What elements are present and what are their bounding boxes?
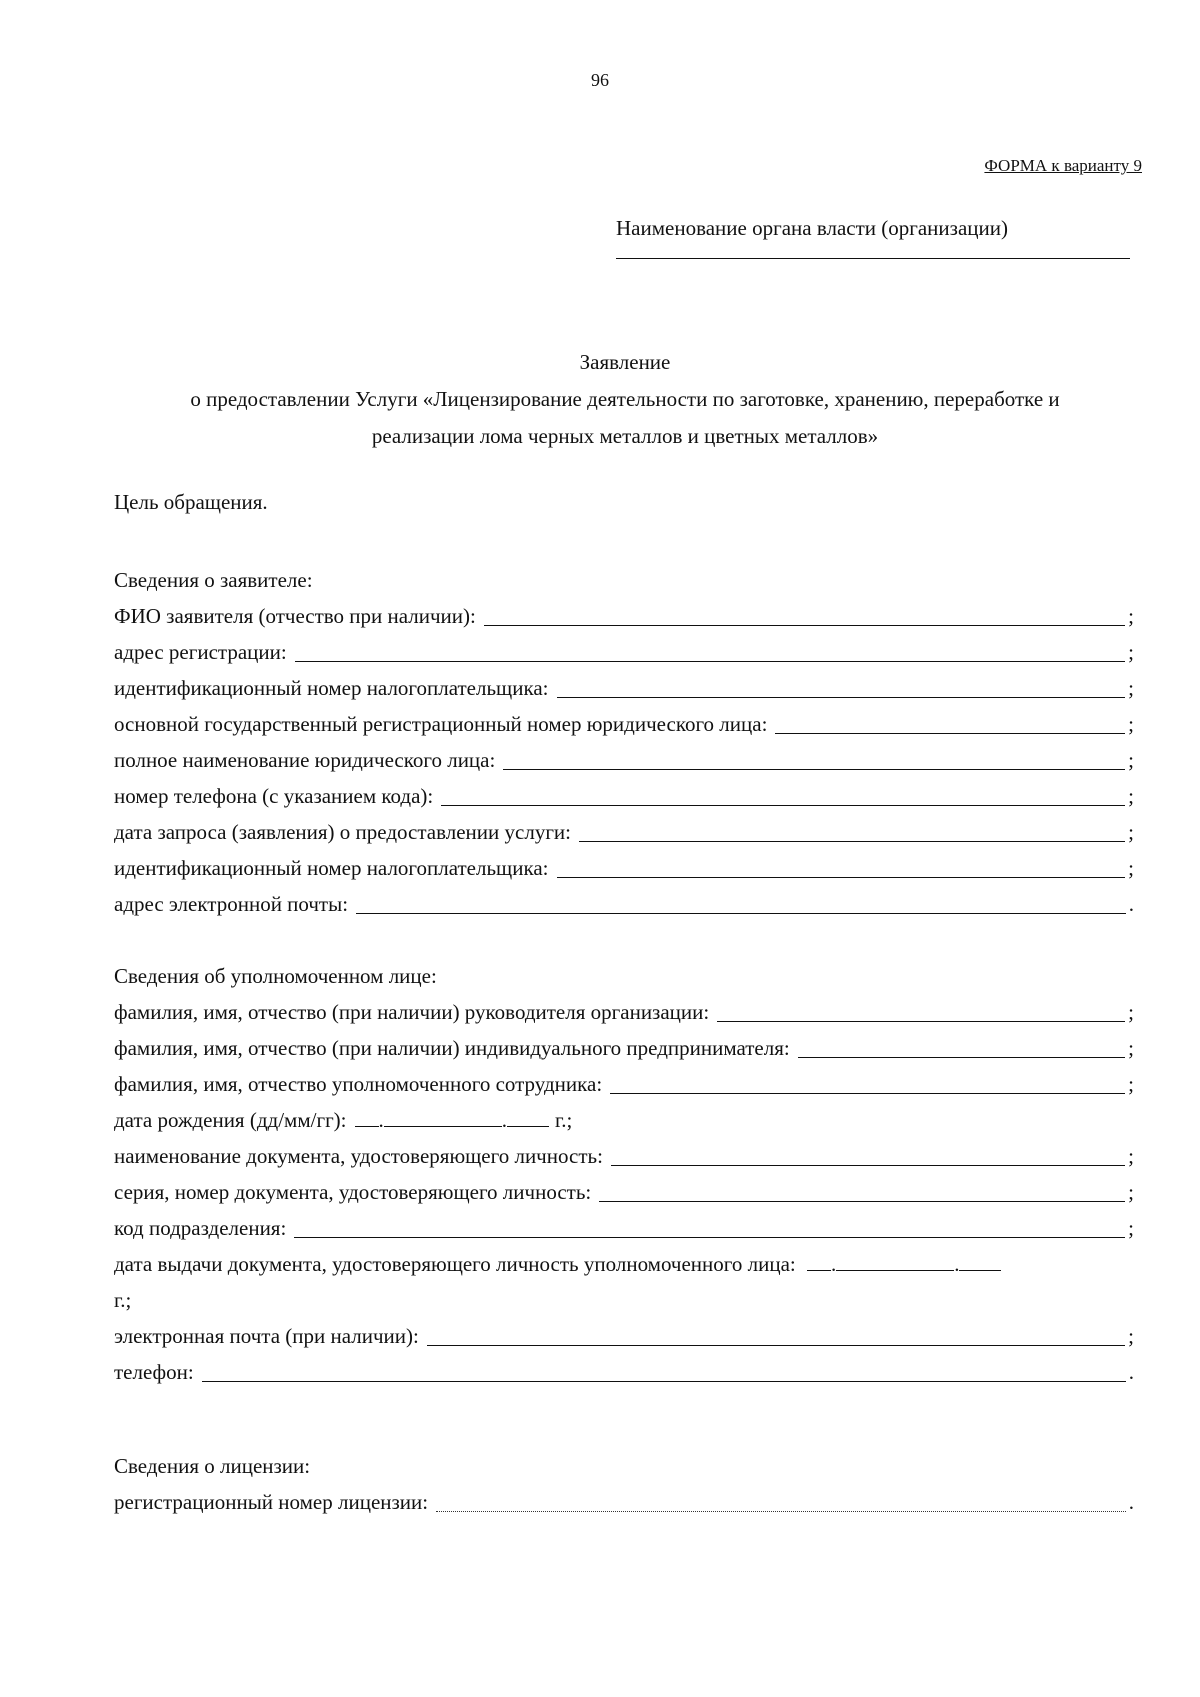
form-field-label: идентификационный номер налогоплательщика: (114, 676, 549, 700)
applicant-section (114, 562, 1134, 922)
form-field-label: адрес электронной почты: (114, 892, 349, 916)
form-field-label: основной государственный регистрационный номер юридического лица: (114, 712, 768, 736)
birth-month-blank[interactable] (384, 1108, 502, 1127)
form-field-row (114, 1066, 1134, 1102)
form-field-row (114, 670, 1134, 706)
issue-date-suffix: г.; (114, 1288, 132, 1312)
form-field-terminator: . (1128, 1490, 1134, 1514)
form-field-row (114, 1174, 1134, 1210)
form-field-label: телефон: (114, 1360, 194, 1384)
birth-date-inputs[interactable]: . . (355, 1102, 550, 1138)
authority-blank-line[interactable] (616, 257, 1130, 259)
form-field-row (114, 1354, 1134, 1390)
representative-section (114, 958, 1134, 1390)
issue-day-blank[interactable] (807, 1252, 831, 1271)
form-field-blank[interactable] (295, 660, 1125, 662)
birth-day-blank[interactable] (355, 1108, 379, 1127)
form-field-blank[interactable] (611, 1164, 1125, 1166)
form-field-blank[interactable] (599, 1200, 1125, 1202)
form-field-label: регистрационный номер лицензии: (114, 1490, 429, 1514)
form-field-terminator: ; (1128, 1324, 1134, 1348)
document-title (110, 344, 1140, 455)
title-line-3: реализации лома черных металлов и цветных металлов» (371, 424, 879, 448)
title-line-1: Заявление (579, 350, 671, 374)
form-field-label: дата запроса (заявления) о предоставлении услуги: (114, 820, 572, 844)
form-field-terminator: ; (1128, 856, 1134, 880)
form-field-row (114, 778, 1134, 814)
applicant-fields (114, 598, 1134, 922)
page-number: 96 (591, 70, 609, 90)
form-field-blank[interactable] (717, 1020, 1125, 1022)
form-field-label: фамилия, имя, отчество (при наличии) индивидуального предпринимателя: (114, 1036, 790, 1060)
form-field-label: электронная почта (при наличии): (114, 1324, 419, 1348)
form-field-label: адрес регистрации: (114, 640, 287, 664)
representative-fields-c (114, 1318, 1134, 1390)
form-field-row (114, 634, 1134, 670)
license-heading: Сведения о лицензии: (114, 1454, 311, 1478)
issue-date-label: дата выдачи документа, удостоверяющего личность уполномоченного лица: (114, 1252, 796, 1276)
form-field-blank[interactable] (503, 768, 1125, 770)
form-field-row (114, 994, 1134, 1030)
form-field-label: номер телефона (с указанием кода): (114, 784, 434, 808)
form-field-blank[interactable] (294, 1236, 1125, 1238)
form-field-terminator: ; (1128, 676, 1134, 700)
representative-heading: Сведения об уполномоченном лице: (114, 964, 437, 988)
form-field-terminator: ; (1128, 1216, 1134, 1240)
form-field-blank[interactable] (579, 840, 1125, 842)
license-fields (114, 1484, 1134, 1520)
form-field-terminator: . (1128, 1360, 1134, 1384)
form-field-label: фамилия, имя, отчество уполномоченного сотрудника: (114, 1072, 603, 1096)
form-field-label: полное наименование юридического лица: (114, 748, 496, 772)
form-field-terminator: . (1128, 892, 1134, 916)
form-field-terminator: ; (1128, 748, 1134, 772)
form-field-blank[interactable] (775, 732, 1125, 734)
form-field-blank[interactable] (557, 876, 1126, 878)
form-field-label: ФИО заявителя (отчество при наличии): (114, 604, 476, 628)
form-field-blank[interactable] (484, 624, 1125, 626)
form-field-blank[interactable] (356, 912, 1126, 914)
form-field-row (114, 1484, 1134, 1520)
form-field-row (114, 1030, 1134, 1066)
form-field-terminator: ; (1128, 640, 1134, 664)
form-field-row (114, 706, 1134, 742)
form-field-blank[interactable] (557, 696, 1126, 698)
form-field-blank[interactable] (441, 804, 1125, 806)
form-field-row (114, 1138, 1134, 1174)
issue-date-inputs[interactable]: . . (807, 1252, 1002, 1276)
form-field-label: код подразделения: (114, 1216, 287, 1240)
applicant-heading: Сведения о заявителе: (114, 568, 313, 592)
form-field-terminator: ; (1128, 820, 1134, 844)
form-field-label: фамилия, имя, отчество (при наличии) руководителя организации: (114, 1000, 710, 1024)
form-field-blank[interactable] (610, 1092, 1125, 1094)
form-field-label: идентификационный номер налогоплательщика: (114, 856, 549, 880)
form-field-terminator: ; (1128, 1144, 1134, 1168)
form-field-label: серия, номер документа, удостоверяющего личность: (114, 1180, 592, 1204)
issue-year-blank[interactable] (959, 1252, 1001, 1271)
form-field-terminator: ; (1128, 1000, 1134, 1024)
authority-block (616, 215, 1130, 259)
form-field-label: наименование документа, удостоверяющего личность: (114, 1144, 603, 1168)
birth-date-suffix: г.; (555, 1108, 573, 1132)
form-field-row (114, 814, 1134, 850)
authority-caption: Наименование органа власти (организации) (616, 216, 1008, 240)
issue-date-row (114, 1246, 1134, 1318)
form-field-row (114, 850, 1134, 886)
license-section (114, 1448, 1134, 1520)
form-field-terminator: ; (1128, 712, 1134, 736)
representative-fields-a (114, 994, 1134, 1102)
form-field-terminator: ; (1128, 1036, 1134, 1060)
representative-fields-b (114, 1138, 1134, 1246)
birth-date-label: дата рождения (дд/мм/гг): (114, 1108, 347, 1132)
form-field-terminator: ; (1128, 784, 1134, 808)
form-field-blank[interactable] (798, 1056, 1125, 1058)
form-field-blank[interactable] (427, 1344, 1125, 1346)
issue-month-blank[interactable] (836, 1252, 954, 1271)
form-field-row (114, 742, 1134, 778)
form-field-terminator: ; (1128, 1072, 1134, 1096)
birth-year-blank[interactable] (507, 1108, 549, 1127)
title-line-2: о предоставлении Услуги «Лицензирование деятельности по заготовке, хранению, переработке и (190, 387, 1060, 411)
form-field-row (114, 598, 1134, 634)
form-field-row (114, 1318, 1134, 1354)
form-field-row (114, 886, 1134, 922)
form-field-terminator: ; (1128, 1180, 1134, 1204)
form-field-terminator: ; (1128, 604, 1134, 628)
birth-date-row (114, 1102, 1134, 1138)
purpose-line: Цель обращения. (114, 490, 268, 514)
form-field-blank[interactable] (202, 1380, 1126, 1382)
form-label: ФОРМА к варианту 9 (984, 156, 1142, 175)
form-field-blank[interactable] (436, 1510, 1126, 1512)
form-field-row (114, 1210, 1134, 1246)
